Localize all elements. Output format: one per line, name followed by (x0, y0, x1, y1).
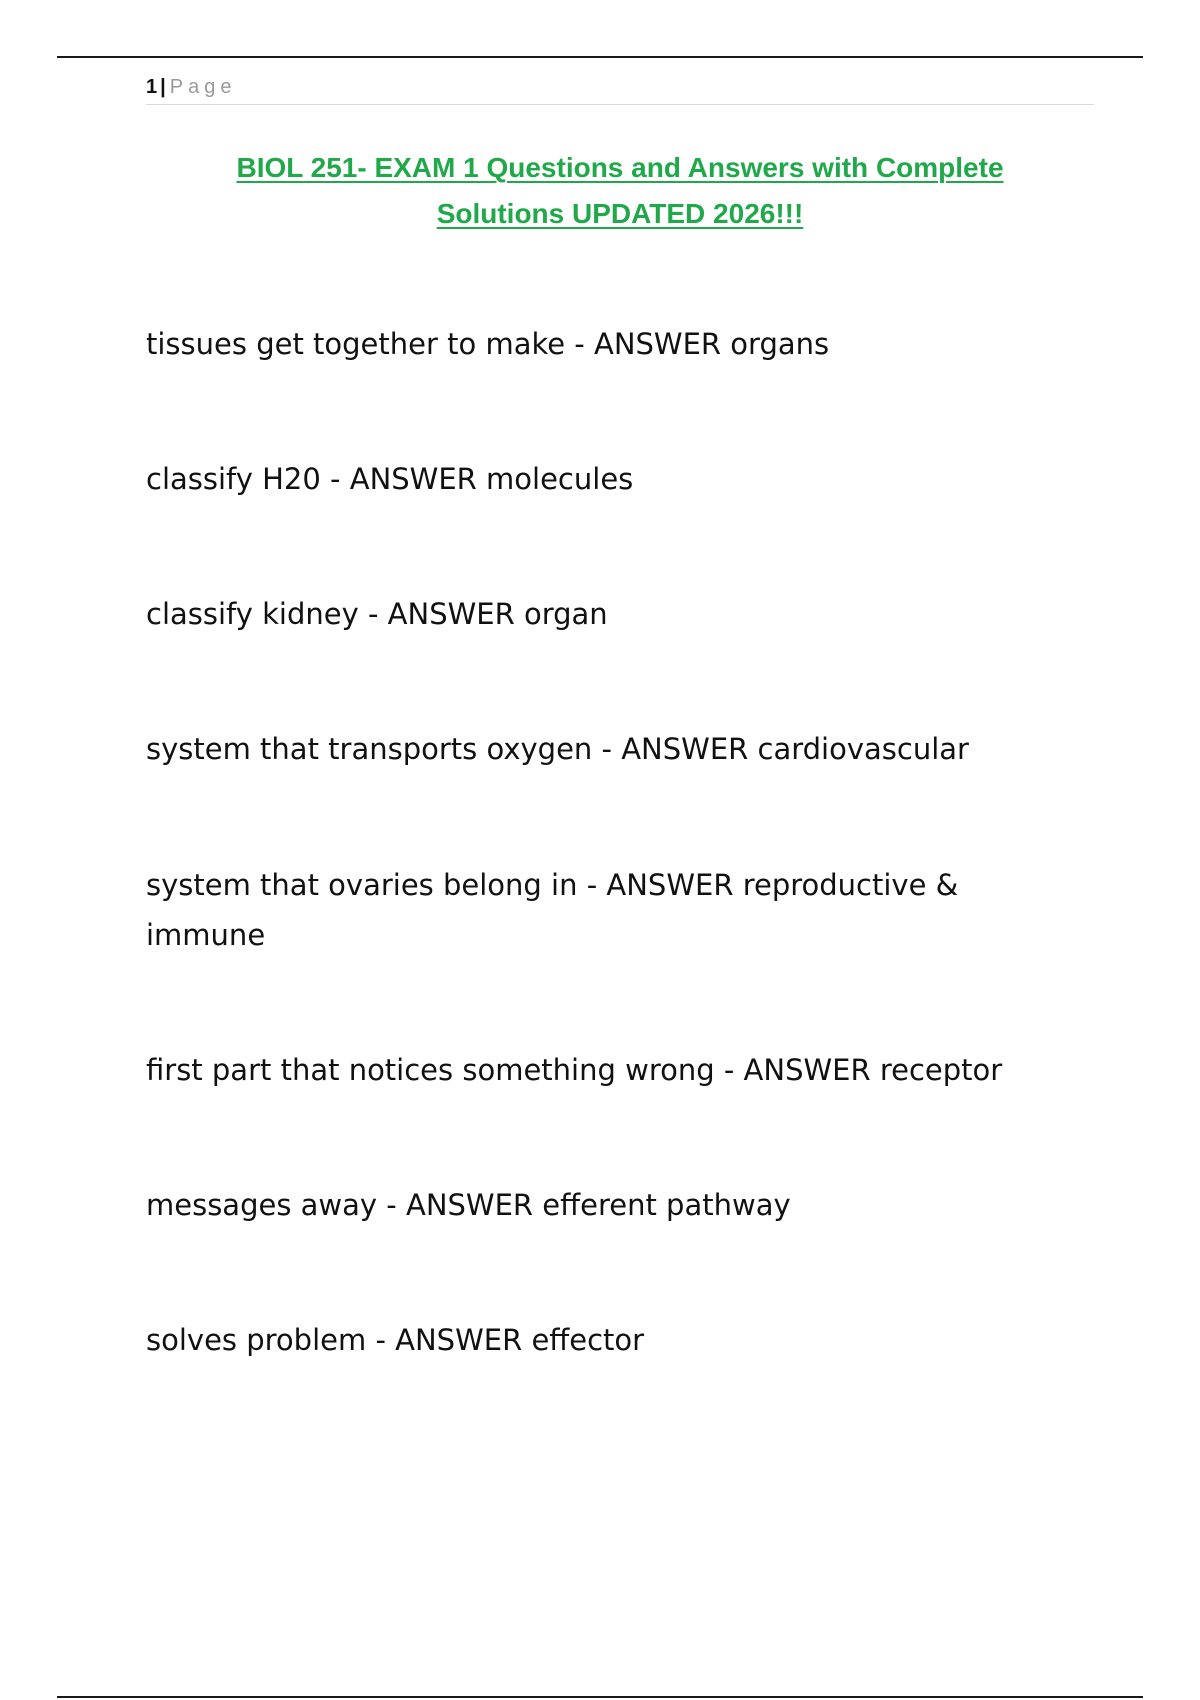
title-line-2: Solutions UPDATED 2026!!! (436, 198, 804, 229)
qa-item: solves problem - ANSWER effector (146, 1323, 645, 1357)
qa-item: classify kidney - ANSWER organ (146, 597, 608, 631)
qa-item: messages away - ANSWER efferent pathway (146, 1188, 791, 1222)
page-separator: | (160, 76, 166, 98)
qa-item: system that transports oxygen - ANSWER cardiovascular (146, 732, 969, 766)
top-rule (57, 56, 1143, 58)
page-label: Page (169, 76, 237, 98)
title-line-1: BIOL 251- EXAM 1 Questions and Answers with Complete (236, 152, 1004, 183)
qa-item: first part that notices something wrong - ANSWER receptor (146, 1053, 1003, 1087)
document-title (146, 145, 1094, 237)
qa-item: classify H20 - ANSWER molecules (146, 462, 634, 496)
page-header (146, 74, 1094, 105)
page-number: 1 (146, 76, 158, 98)
bottom-rule (57, 1696, 1143, 1698)
qa-item: tissues get together to make - ANSWER organs (146, 327, 830, 361)
qa-item: system that ovaries belong in - ANSWER reproductive & immune (146, 868, 959, 952)
